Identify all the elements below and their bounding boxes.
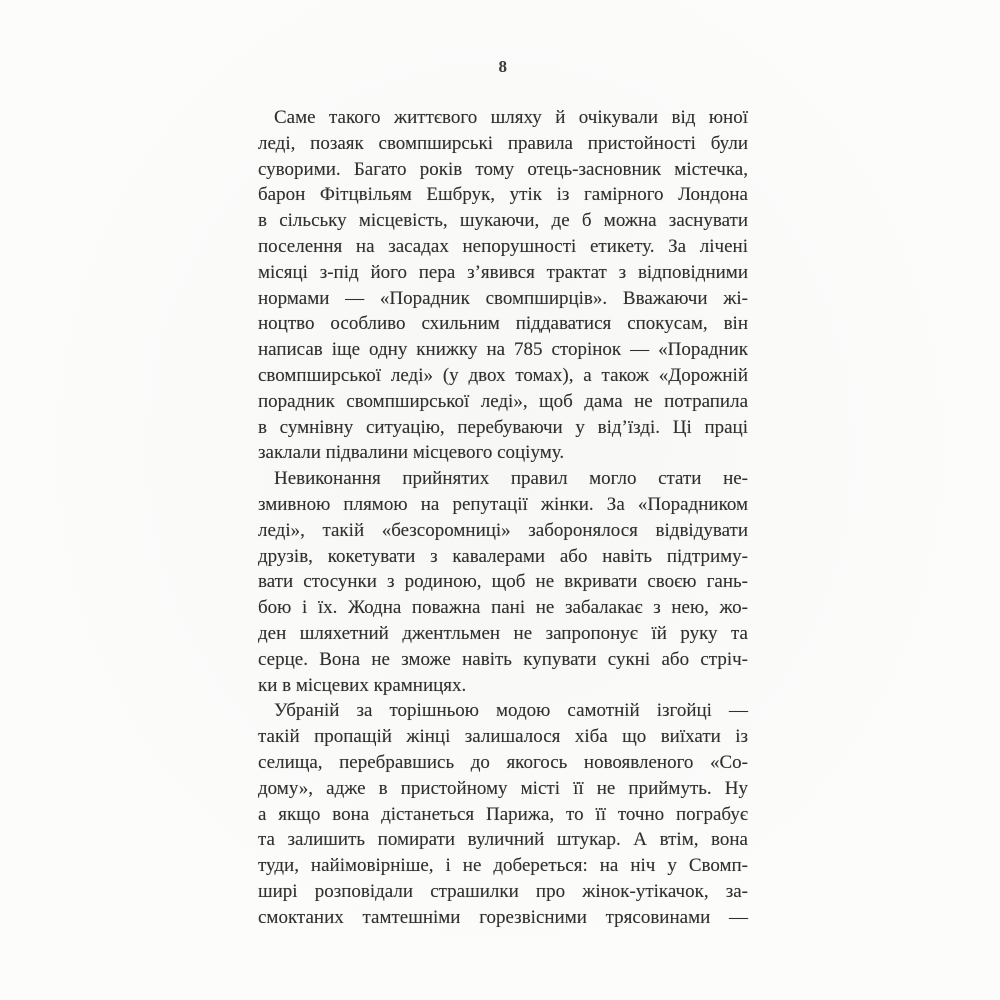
text-line: в сумнівну ситуацію, перебуваючи у від’їзді. Ці праці	[258, 416, 748, 438]
text-line: бою і їх. Жодна поважна пані не забалакає з нею, жо-	[258, 597, 748, 619]
text-line: серце. Вона не зможе навіть купувати сукні або стріч-	[258, 648, 748, 670]
text-line: поселення на засадах непорушності етикету. За лічені	[258, 235, 748, 257]
text-line: та залишить помирати вуличний штукар. А втім, вона	[258, 829, 748, 851]
text-line: ширі розповідали страшилки про жінок-утікачок, за-	[258, 880, 748, 902]
text-line: ноцтво особливо схильним піддаватися спокусам, він	[258, 313, 748, 335]
text-line: леді, позаяк свомпширські правила пристойності були	[258, 132, 748, 154]
text-line: смоктаних тамтешніми горезвісними трясовинами —	[258, 906, 748, 928]
text-line: вати стосунки з родиною, щоб не вкривати своєю гань-	[258, 571, 748, 593]
page-text	[258, 105, 748, 931]
text-line: суворими. Багато років тому отець-засновник містечка,	[258, 158, 748, 180]
text-line: Невиконання прийнятих правил могло стати не-	[274, 468, 748, 490]
text-line: написав іще одну книжку на 785 сторінок — «Порадник	[258, 339, 748, 361]
text-line: леді», такій «безсоромниці» заборонялося відвідувати	[258, 519, 748, 541]
text-line: свомпширської леді» (у двох томах), а також «Дорожній	[258, 364, 748, 386]
text-line: в сільську місцевість, шукаючи, де б можна заснувати	[258, 210, 748, 232]
text-line: заклали підвалини місцевого соціуму.	[258, 442, 565, 464]
text-line: такій пропащій жінці залишалося хіба що виїхати із	[258, 726, 748, 748]
text-line: друзів, кокетувати з кавалерами або навіть підтриму-	[258, 545, 748, 567]
text-line: ки в місцевих крамницях.	[258, 674, 467, 696]
text-line: а якщо вона дістанеться Парижа, то її точно пограбує	[258, 803, 748, 825]
text-line: селища, перебравшись до якогось новоявленого «Со-	[258, 751, 748, 773]
paragraph	[258, 466, 748, 698]
text-line: Убраній за торішньою модою самотній ізгойці —	[274, 700, 748, 722]
text-line: туди, найімовірніше, і не добереться: на ніч у Свомп-	[258, 855, 748, 877]
text-line: порадник свомпширської леді», щоб дама не потрапила	[258, 390, 748, 412]
text-line: Саме такого життєвого шляху й очікували від юної	[274, 107, 748, 128]
page-number: 8	[498, 57, 508, 76]
paragraph	[258, 105, 748, 466]
text-line: ден шляхетний джентльмен не запропонує їй руку та	[258, 622, 748, 644]
paragraph	[258, 698, 748, 930]
text-line: нормами — «Порадник свомпширців». Вважаючи жі-	[258, 287, 748, 309]
text-line: дому», адже в пристойному місті її не приймуть. Ну	[258, 777, 748, 799]
text-line: змивною плямою на репутації жінки. За «Порадником	[258, 493, 748, 515]
text-line: місяці з-під його пера з’явився трактат з відповідними	[258, 261, 748, 283]
text-line: барон Фітцвільям Ешбрук, утік із гамірного Лондона	[258, 184, 748, 206]
